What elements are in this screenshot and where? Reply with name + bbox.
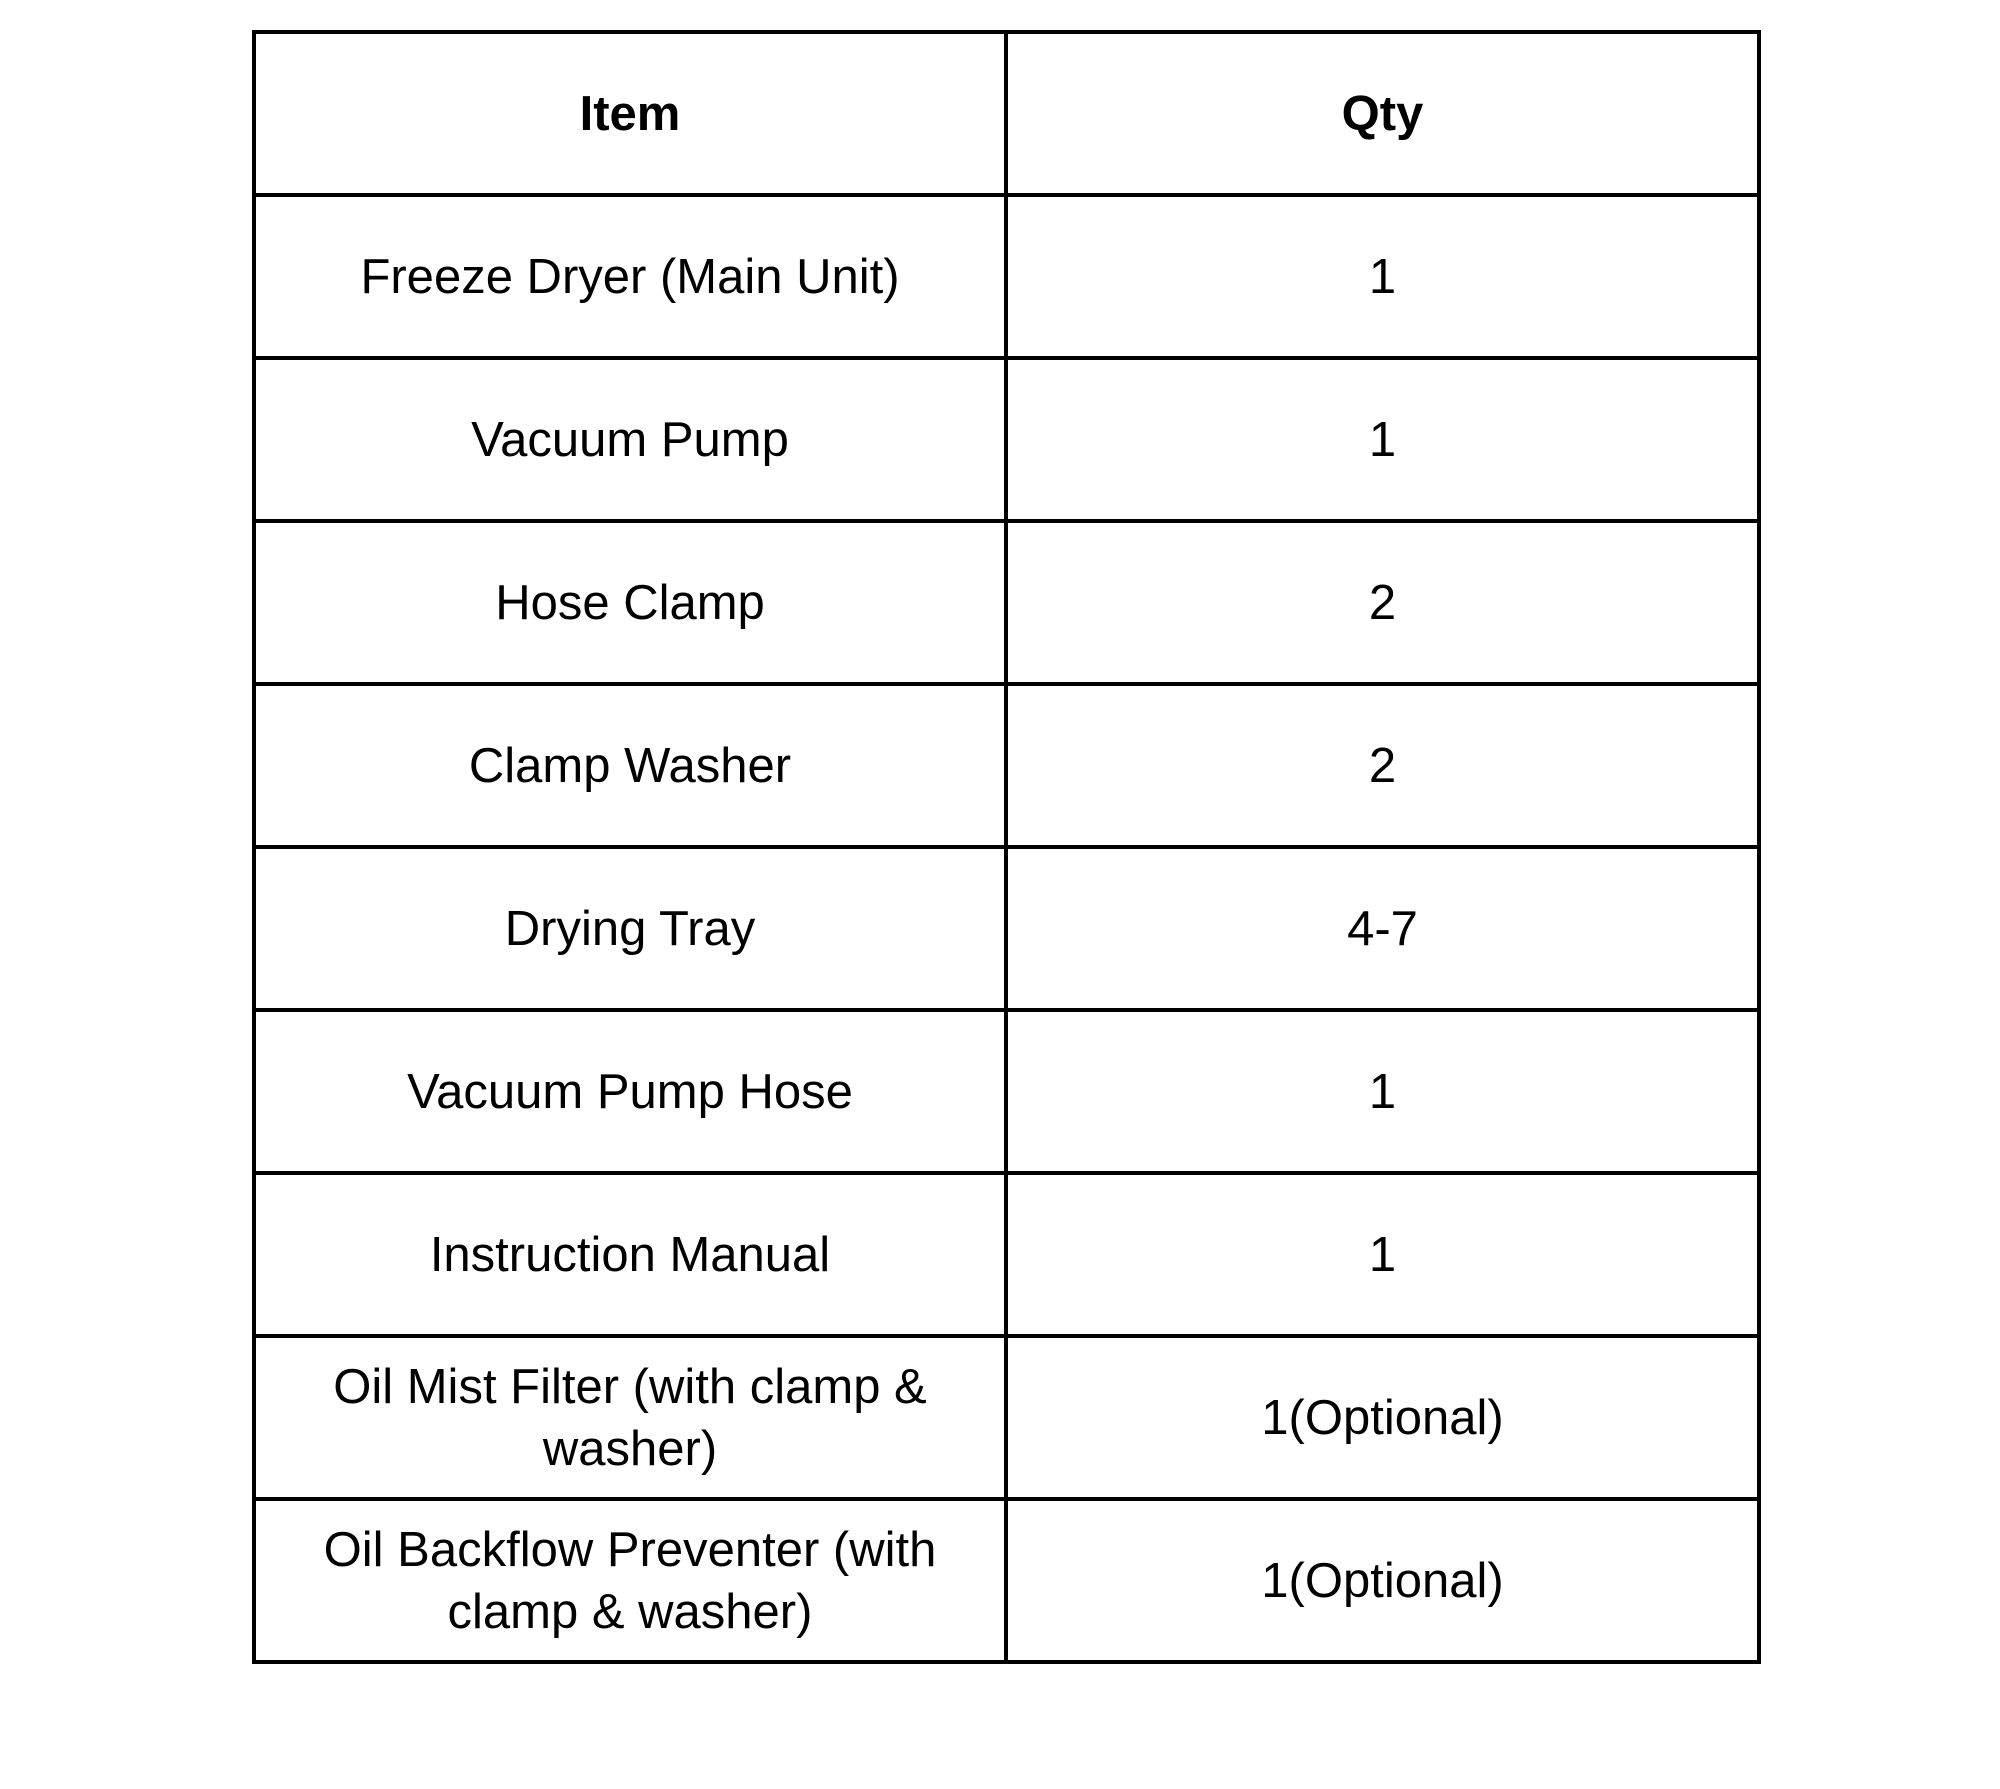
table-row	[254, 1499, 1759, 1662]
qty-cell: 1	[1006, 1010, 1759, 1173]
qty-cell: 1	[1006, 358, 1759, 521]
item-cell: Instruction Manual	[254, 1173, 1006, 1336]
table-row	[254, 195, 1759, 358]
column-header-qty: Qty	[1006, 32, 1759, 195]
column-header-item: Item	[254, 32, 1006, 195]
item-cell: Hose Clamp	[254, 521, 1006, 684]
qty-cell: 1(Optional)	[1006, 1336, 1759, 1499]
item-cell: Oil Mist Filter (with clamp & washer)	[254, 1336, 1006, 1499]
item-cell: Vacuum Pump Hose	[254, 1010, 1006, 1173]
table-row	[254, 358, 1759, 521]
qty-cell: 2	[1006, 684, 1759, 847]
table-row	[254, 684, 1759, 847]
table-row	[254, 1173, 1759, 1336]
item-cell: Oil Backflow Preventer (with clamp & washer)	[254, 1499, 1006, 1662]
table-row	[254, 847, 1759, 1010]
qty-cell: 2	[1006, 521, 1759, 684]
table-header-row	[254, 32, 1759, 195]
item-cell: Freeze Dryer (Main Unit)	[254, 195, 1006, 358]
table-row	[254, 1336, 1759, 1499]
item-cell: Clamp Washer	[254, 684, 1006, 847]
item-cell: Drying Tray	[254, 847, 1006, 1010]
qty-cell: 1	[1006, 1173, 1759, 1336]
qty-cell: 1(Optional)	[1006, 1499, 1759, 1662]
table-row	[254, 1010, 1759, 1173]
qty-cell: 1	[1006, 195, 1759, 358]
item-cell: Vacuum Pump	[254, 358, 1006, 521]
qty-cell: 4-7	[1006, 847, 1759, 1010]
parts-table	[252, 30, 1761, 1664]
table-row	[254, 521, 1759, 684]
